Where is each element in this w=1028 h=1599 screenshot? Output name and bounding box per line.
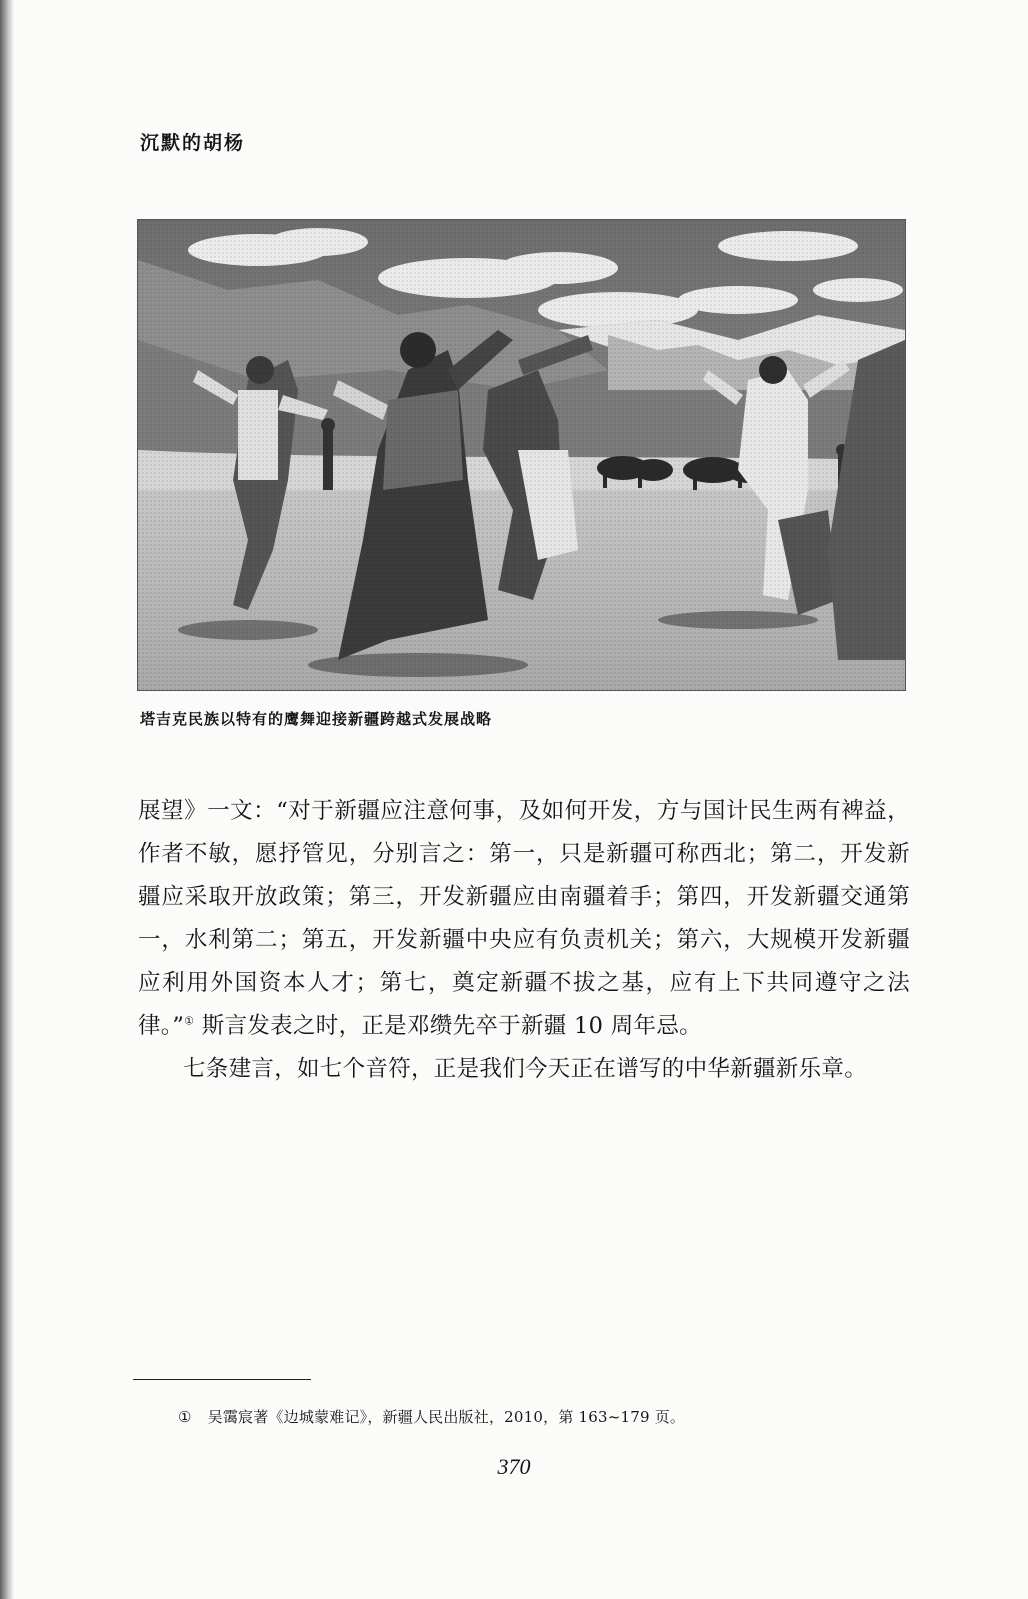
- text-line: 上下共同遵守之法律。”: [138, 970, 911, 1039]
- paragraph-2: 七条建言，如七个音符，正是我们今天正在谱写的中华新疆新乐章。: [183, 1056, 868, 1082]
- footnote: [178, 1406, 685, 1427]
- body-text: [138, 790, 910, 1091]
- text-line: 新疆交通第一，水利第二；第五，开发新疆中央应有负责机关；第六，: [138, 884, 910, 953]
- page-number: 370: [497, 1454, 531, 1479]
- footnote-reference[interactable]: ①: [184, 1014, 195, 1028]
- photo-eagle-dance: [137, 219, 906, 691]
- scan-edge-shadow: [0, 0, 14, 1599]
- text-line: 大规模开发新疆应利用外国资本人才；第七，奠定新疆不拔之基，应有: [138, 927, 910, 996]
- running-head: 沉默的胡杨: [140, 132, 246, 154]
- footnote-mark: ①: [178, 1408, 192, 1426]
- text-line: 益，作者不敏，愿抒管见，分别言之：第一，只是新疆可称西北；第二，: [138, 798, 910, 867]
- photo-caption: 塔吉克民族以特有的鹰舞迎接新疆跨越式发展战略: [140, 710, 493, 728]
- text-line: 开发新疆应采取开放政策；第三，开发新疆应由南疆着手；第四，开发: [138, 841, 910, 910]
- footnote-text: 吴霭宸著《边城蒙难记》，新疆人民出版社，2010，第 163~179 页。: [207, 1408, 686, 1426]
- text-line: 展望》一文：“对于新疆应注意何事，及如何开发，方与国计民生两有裨: [138, 798, 865, 824]
- footnote-divider: [133, 1379, 311, 1380]
- paragraph-1: [138, 790, 910, 1048]
- text-line: 斯言发表之时，正是邓缵先卒于新疆 10 周年忌。: [194, 1013, 702, 1039]
